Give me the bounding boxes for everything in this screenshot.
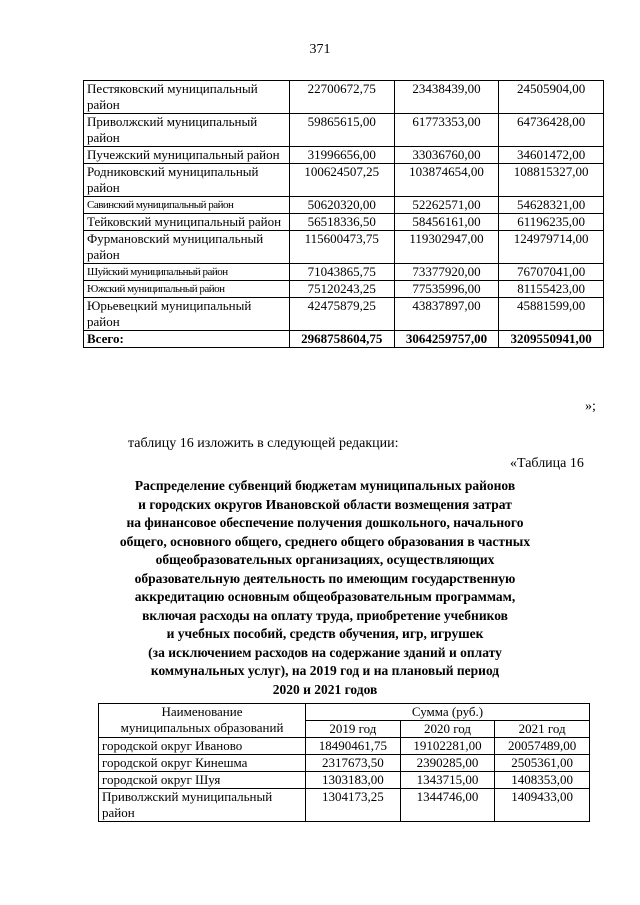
district-name: Родниковский муниципальный район <box>84 164 290 197</box>
value-2019: 71043865,75 <box>289 264 394 281</box>
value-2020: 2390285,00 <box>400 755 495 772</box>
district-name: Фурмановский муниципальный район <box>84 231 290 264</box>
district-name: Южский муниципальный район <box>84 281 290 298</box>
table-heading <box>100 477 550 699</box>
value-2021: 61196235,00 <box>499 214 604 231</box>
closing-quote: »; <box>585 399 596 414</box>
table-row <box>84 281 604 298</box>
value-2019: 100624507,25 <box>289 164 394 197</box>
header-name-line1: Наименование <box>161 704 243 719</box>
heading-line: 2020 и 2021 годов <box>272 681 378 697</box>
table-row <box>84 114 604 147</box>
heading-line: и учебных пособий, средств обучения, игр, игрушек <box>166 626 484 641</box>
value-2019: 1303183,00 <box>306 772 401 789</box>
district-name: Пучежский муниципальный район <box>84 147 290 164</box>
value-2021: 76707041,00 <box>499 264 604 281</box>
value-2021: 1408353,00 <box>495 772 590 789</box>
districts-sum-table-continued <box>83 80 604 348</box>
value-2021: 54628321,00 <box>499 197 604 214</box>
page-number: 371 <box>309 42 331 57</box>
table-row <box>84 147 604 164</box>
table-row <box>84 81 604 114</box>
district-name: Шуйский муниципальный район <box>84 264 290 281</box>
total-2021: 3209550941,00 <box>499 331 604 348</box>
table-row <box>99 772 590 789</box>
header-sum: Сумма (руб.) <box>306 704 590 721</box>
table-reference: «Таблица 16 <box>510 456 584 471</box>
value-2020: 43837897,00 <box>394 298 499 331</box>
district-name: Савинский муниципальный район <box>84 197 290 214</box>
value-2020: 23438439,00 <box>394 81 499 114</box>
total-row <box>84 331 604 348</box>
value-2021: 45881599,00 <box>499 298 604 331</box>
heading-line: включая расходы на оплату труда, приобретение учебников <box>142 607 508 623</box>
district-name: Приволжский муниципальный район <box>84 114 290 147</box>
district-name: Тейковский муниципальный район <box>84 214 290 231</box>
header-name <box>99 704 306 738</box>
value-2020: 58456161,00 <box>394 214 499 231</box>
heading-line: образовательную деятельность по имеющим государственную <box>134 570 516 586</box>
heading-line: общеобразовательных организациях, осуществляющих <box>155 552 495 567</box>
table-row <box>84 214 604 231</box>
value-2019: 42475879,25 <box>289 298 394 331</box>
municipality-name: городской округ Иваново <box>99 738 306 755</box>
table-row <box>84 197 604 214</box>
municipality-name: городской округ Шуя <box>99 772 306 789</box>
heading-line: коммунальных услуг), на 2019 год и на плановый период <box>150 663 500 678</box>
header-year: 2020 год <box>400 721 495 738</box>
value-2019: 18490461,75 <box>306 738 401 755</box>
value-2021: 64736428,00 <box>499 114 604 147</box>
heading-line: (за исключением расходов на содержание зданий и оплату <box>148 644 502 660</box>
municipality-name: Приволжский муниципальный район <box>99 789 306 822</box>
value-2019: 22700672,75 <box>289 81 394 114</box>
value-2020: 33036760,00 <box>394 147 499 164</box>
table-row <box>99 789 590 822</box>
heading-line: и городских округов Ивановской области возмещения затрат <box>138 496 512 512</box>
value-2019: 31996656,00 <box>289 147 394 164</box>
district-name: Пестяковский муниципальный район <box>84 81 290 114</box>
table-row <box>84 264 604 281</box>
value-2020: 73377920,00 <box>394 264 499 281</box>
header-year: 2019 год <box>306 721 401 738</box>
value-2020: 119302947,00 <box>394 231 499 264</box>
value-2020: 19102281,00 <box>400 738 495 755</box>
value-2021: 81155423,00 <box>499 281 604 298</box>
value-2020: 1343715,00 <box>400 772 495 789</box>
value-2021: 108815327,00 <box>499 164 604 197</box>
value-2021: 20057489,00 <box>495 738 590 755</box>
table-row <box>99 738 590 755</box>
total-2020: 3064259757,00 <box>394 331 499 348</box>
value-2020: 61773353,00 <box>394 114 499 147</box>
value-2020: 52262571,00 <box>394 197 499 214</box>
district-name: Юрьевецкий муниципальный район <box>84 298 290 331</box>
total-label: Всего: <box>84 331 290 348</box>
table-row <box>84 298 604 331</box>
value-2021: 24505904,00 <box>499 81 604 114</box>
value-2019: 75120243,25 <box>289 281 394 298</box>
value-2020: 1344746,00 <box>400 789 495 822</box>
heading-line: аккредитацию основным общеобразовательным программам, <box>134 589 516 604</box>
value-2020: 103874654,00 <box>394 164 499 197</box>
value-2019: 2317673,50 <box>306 755 401 772</box>
amendment-intro: таблицу 16 изложить в следующей редакции: <box>128 436 399 451</box>
value-2021: 2505361,00 <box>495 755 590 772</box>
subvention-table-16 <box>98 703 590 822</box>
table-row <box>84 231 604 264</box>
total-2019: 2968758604,75 <box>289 331 394 348</box>
value-2021: 124979714,00 <box>499 231 604 264</box>
header-name-line2: муниципальных образований <box>120 720 284 735</box>
value-2019: 59865615,00 <box>289 114 394 147</box>
value-2019: 56518336,50 <box>289 214 394 231</box>
heading-line: Распределение субвенций бюджетам муниципальных районов <box>134 478 516 493</box>
value-2019: 1304173,25 <box>306 789 401 822</box>
header-row <box>99 704 590 721</box>
header-year: 2021 год <box>495 721 590 738</box>
value-2021: 34601472,00 <box>499 147 604 164</box>
municipality-name: городской округ Кинешма <box>99 755 306 772</box>
heading-line: на финансовое обеспечение получения дошкольного, начального <box>126 515 524 530</box>
value-2019: 115600473,75 <box>289 231 394 264</box>
value-2019: 50620320,00 <box>289 197 394 214</box>
heading-line: общего, основного общего, среднего общего образования в частных <box>119 533 531 549</box>
value-2020: 77535996,00 <box>394 281 499 298</box>
table-row <box>84 164 604 197</box>
value-2021: 1409433,00 <box>495 789 590 822</box>
table-row <box>99 755 590 772</box>
